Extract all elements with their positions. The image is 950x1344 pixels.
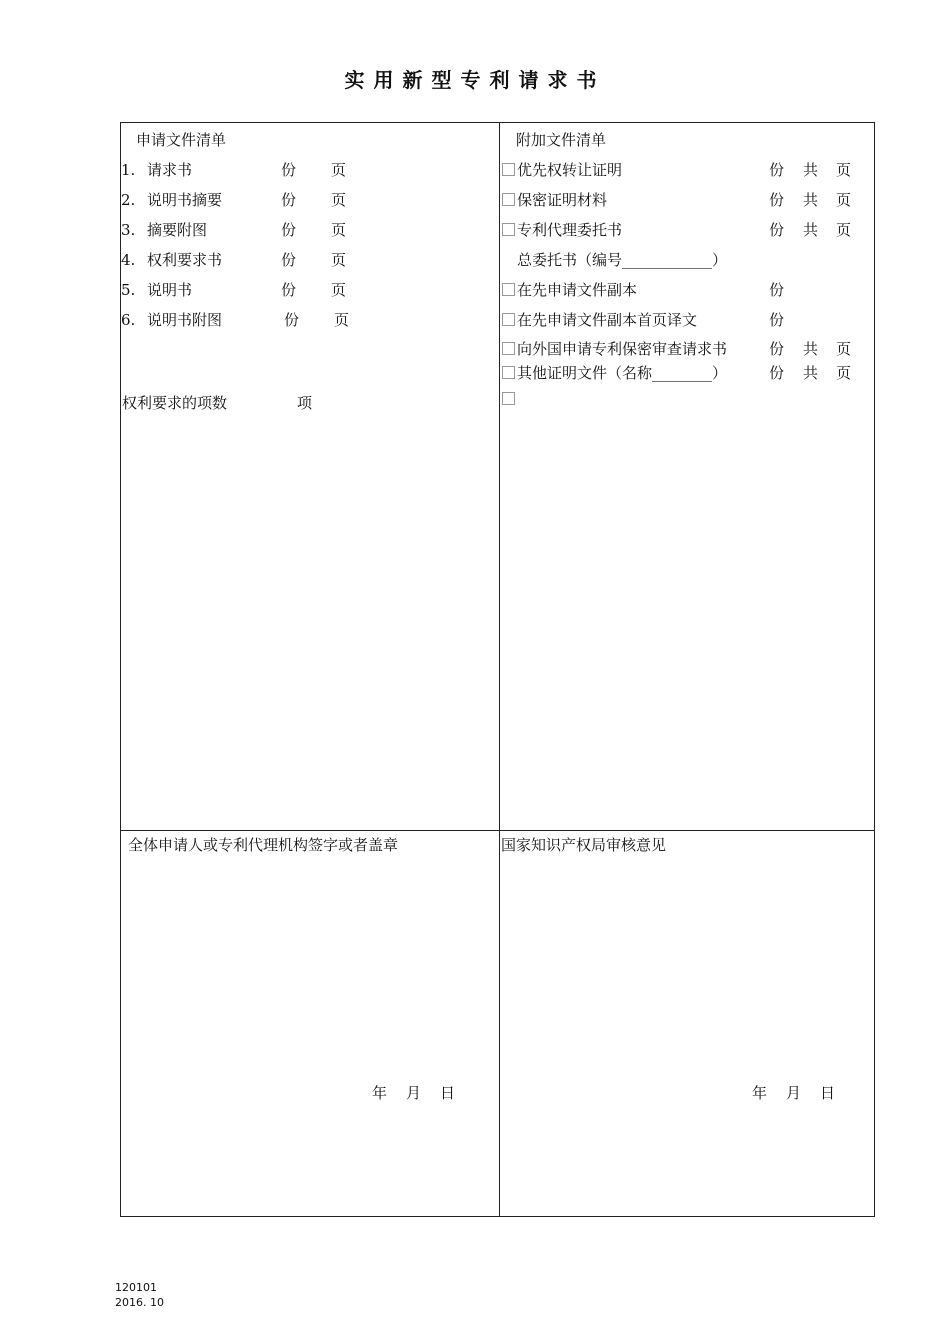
doc-item-number: 4. [121,251,136,269]
attached-doc-checkbox[interactable] [502,163,515,176]
doc-item-label: 权利要求书 [147,251,223,269]
copies-unit: 份 [769,221,785,239]
row-divider [120,830,875,831]
copies-unit: 份 [769,281,785,299]
pages-unit: 页 [331,281,347,299]
application-docs-heading: 申请文件清单 [136,131,227,149]
attached-doc-checkbox[interactable] [502,283,515,296]
claims-count-unit: 项 [297,394,313,412]
pages-unit: 页 [836,191,852,209]
total-unit: 共 [803,221,819,239]
total-unit: 共 [803,161,819,179]
doc-item-label: 说明书摘要 [147,191,223,209]
copies-unit: 份 [281,281,297,299]
claims-count-label: 权利要求的项数 [122,394,228,412]
attached-doc-label: 在先申请文件副本 [517,281,638,299]
doc-item-label: 说明书附图 [147,311,223,329]
form-code: 120101 [115,1281,157,1294]
copies-unit: 份 [769,161,785,179]
doc-item-number: 3. [121,221,136,239]
attached-docs-heading: 附加文件清单 [516,131,607,149]
column-divider [499,122,500,1217]
pages-unit: 页 [331,191,347,209]
total-unit: 共 [803,340,819,358]
copies-unit: 份 [769,191,785,209]
general-power-of-attorney-label: 总委托书（编号____________） [517,251,728,269]
pages-unit: 页 [331,251,347,269]
signature-label: 全体申请人或专利代理机构签字或者盖章 [128,836,399,854]
pages-unit: 页 [836,364,852,382]
attached-doc-label: 优先权转让证明 [517,161,623,179]
attached-doc-label: 保密证明材料 [517,191,608,209]
copies-unit: 份 [281,251,297,269]
extra-checkbox[interactable] [502,392,515,405]
date-month: 月 [786,1084,802,1102]
total-unit: 共 [803,191,819,209]
form-version: 2016. 10 [115,1296,164,1309]
attached-doc-checkbox[interactable] [502,366,515,379]
pages-unit: 页 [334,311,350,329]
copies-unit: 份 [284,311,300,329]
doc-item-number: 1. [121,161,136,179]
attached-doc-label: 在先申请文件副本首页译文 [517,311,698,329]
attached-doc-checkbox[interactable] [502,313,515,326]
doc-item-number: 5. [121,281,136,299]
pages-unit: 页 [331,221,347,239]
date-month: 月 [406,1084,422,1102]
pages-unit: 页 [836,221,852,239]
pages-unit: 页 [331,161,347,179]
doc-item-number: 6. [121,311,136,329]
date-year: 年 [752,1084,768,1102]
copies-unit: 份 [281,191,297,209]
attached-doc-checkbox[interactable] [502,193,515,206]
total-unit: 共 [803,364,819,382]
copies-unit: 份 [769,364,785,382]
attached-doc-checkbox[interactable] [502,223,515,236]
attached-doc-label: 专利代理委托书 [517,221,623,239]
doc-item-label: 请求书 [147,161,193,179]
attached-doc-checkbox[interactable] [502,342,515,355]
doc-item-label: 说明书 [147,281,193,299]
copies-unit: 份 [281,221,297,239]
doc-item-number: 2. [121,191,136,209]
date-day: 日 [440,1084,456,1102]
attached-doc-label: 其他证明文件（名称________） [517,364,728,382]
pages-unit: 页 [836,340,852,358]
review-label: 国家知识产权局审核意见 [501,836,667,854]
attached-doc-label: 向外国申请专利保密审查请求书 [517,340,728,358]
form-table [120,122,875,1217]
date-year: 年 [372,1084,388,1102]
copies-unit: 份 [769,340,785,358]
page-title: 实用新型专利请求书 [344,68,606,92]
doc-item-label: 摘要附图 [147,221,208,239]
date-day: 日 [820,1084,836,1102]
copies-unit: 份 [281,161,297,179]
pages-unit: 页 [836,161,852,179]
copies-unit: 份 [769,311,785,329]
